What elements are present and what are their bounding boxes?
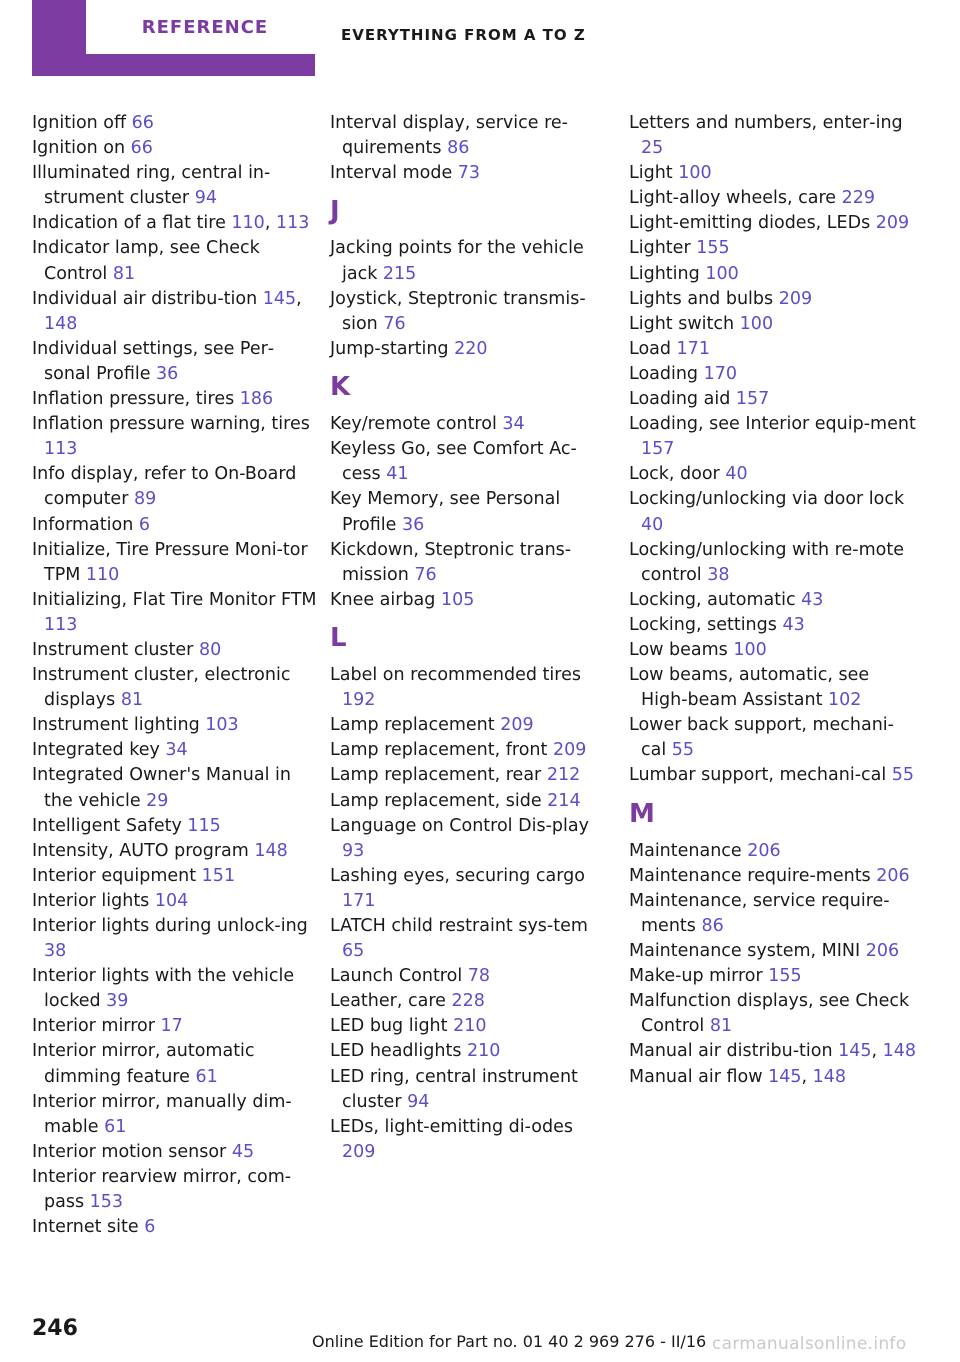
page-reference-link[interactable]: 192 xyxy=(342,690,376,711)
index-entry-term: Intelligent Safety xyxy=(32,815,188,836)
index-entry xyxy=(32,839,317,864)
index-entry-term: Initializing, Flat Tire Monitor FTM xyxy=(32,589,317,610)
page-reference-link[interactable]: 29 xyxy=(146,790,169,811)
index-entry-term: Make-up mirror xyxy=(629,966,769,987)
index-entry xyxy=(629,638,919,663)
index-entry-term: Inflation pressure warning, tires xyxy=(32,414,310,435)
index-entry xyxy=(629,964,919,989)
page-reference-link[interactable]: 43 xyxy=(801,589,824,610)
page-reference-link[interactable]: 155 xyxy=(696,238,730,259)
index-entry-term: Indication of a flat tire xyxy=(32,213,232,234)
page-reference-link[interactable]: 43 xyxy=(782,614,805,635)
index-entry-term: Light switch xyxy=(629,313,740,334)
page-reference-link[interactable]: 6 xyxy=(138,514,151,535)
index-entry-term: Interior mirror xyxy=(32,1016,161,1037)
page-reference-link[interactable]: 209 xyxy=(552,740,587,761)
index-entry xyxy=(32,136,317,161)
index-entry xyxy=(629,989,919,1039)
index-entry-term: Lamp replacement xyxy=(330,715,501,736)
page-reference-link[interactable]: 100 xyxy=(739,313,774,334)
index-entry xyxy=(629,362,919,387)
index-entry-term: Interior lights during unlock‐ing xyxy=(32,916,308,936)
page-reference-link[interactable]: 86 xyxy=(701,916,724,936)
page-reference-link[interactable]: 113 xyxy=(44,614,78,635)
page-reference-link[interactable]: 210 xyxy=(453,1016,487,1037)
index-entry: Individual air distribu‐tion 145, 148 xyxy=(32,288,302,334)
index-entry-term: LED headlights xyxy=(330,1041,468,1062)
index-column-3 xyxy=(629,111,919,1090)
page-reference-link[interactable]: 78 xyxy=(467,966,491,987)
index-entry xyxy=(32,236,317,286)
index-entry xyxy=(32,1090,317,1140)
index-entry-term: Key/remote control xyxy=(330,414,503,435)
page-reference-link[interactable]: 81 xyxy=(709,1016,733,1037)
page-reference-link[interactable]: 209 xyxy=(500,715,534,736)
index-entry xyxy=(629,412,919,462)
index-entry-term: Initialize, Tire Pressure Moni‐tor TPM xyxy=(32,539,308,585)
index-entry xyxy=(330,588,600,613)
index-entry xyxy=(32,864,317,889)
page-reference-link[interactable]: 228 xyxy=(451,991,485,1012)
page-reference-link[interactable]: 55 xyxy=(671,740,695,761)
index-letter-heading: J xyxy=(330,196,340,227)
index-entry-term: Locking/unlocking with re‐mote control xyxy=(629,539,904,585)
index-entry xyxy=(330,1014,600,1039)
index-letter-heading: L xyxy=(330,622,347,653)
index-entry-term: Interior equipment xyxy=(32,865,202,886)
index-entry: Manual air distribu‐tion 145, 148 xyxy=(629,1041,917,1062)
edition-footer: Online Edition for Part no. 01 40 2 969 276 - II/16 xyxy=(312,1332,707,1351)
watermark-text: carmanualsonline.info xyxy=(712,1334,907,1354)
section-tab-label: REFERENCE xyxy=(141,16,269,38)
index-entry xyxy=(330,437,600,487)
index-entry xyxy=(629,186,919,211)
index-entry-term: Indicator lamp, see Check Control xyxy=(32,238,260,284)
index-entry xyxy=(32,412,317,462)
index-entry xyxy=(330,1115,600,1165)
index-entry-term: Loading, see Interior equip‐ment xyxy=(629,414,916,435)
index-entry xyxy=(32,1140,317,1165)
index-entry-term: Manual air flow xyxy=(629,1066,769,1087)
index-entry-term: Maintenance, service require‐ments xyxy=(629,890,890,936)
index-entry xyxy=(629,663,919,713)
index-entry xyxy=(32,738,317,763)
index-entry-term: Lighting xyxy=(629,263,706,284)
index-entry xyxy=(330,412,600,437)
index-entry xyxy=(629,111,919,161)
index-entry-term: Integrated Owner's Manual in the vehicle xyxy=(32,765,291,811)
index-entry-term: Kickdown, Steptronic trans‐mission xyxy=(330,539,572,585)
page-reference-link[interactable]: 171 xyxy=(676,338,710,359)
index-entry-term: Locking, settings xyxy=(629,614,783,635)
page-reference-link[interactable]: 157 xyxy=(735,389,770,410)
page-reference-link[interactable]: 229 xyxy=(841,188,875,209)
index-entry-term: Intensity, AUTO program xyxy=(32,840,255,861)
page-reference-link[interactable]: 36 xyxy=(156,363,179,384)
index-entry-term: Low beams, automatic, see High-beam Assistant xyxy=(629,665,870,711)
page-reference-link[interactable]: 148 xyxy=(254,840,288,861)
page-reference-link[interactable]: 110 xyxy=(85,564,120,585)
page-reference-link[interactable]: 145 xyxy=(768,1066,802,1087)
page-reference-link[interactable]: 100 xyxy=(705,263,739,284)
page-reference-link[interactable]: 94 xyxy=(407,1091,430,1112)
index-entry-term: Letters and numbers, enter‐ing xyxy=(629,113,903,133)
index-entry: Indication of a flat tire 110, 113 xyxy=(32,213,310,234)
index-entry xyxy=(32,914,317,964)
index-entry xyxy=(330,814,600,864)
index-entry-term: Lock, door xyxy=(629,464,726,485)
index-entry xyxy=(629,312,919,337)
index-entry xyxy=(32,1215,317,1240)
index-entry xyxy=(629,236,919,261)
index-entry-term: Inflation pressure, tires xyxy=(32,389,240,410)
index-entry-term: Individual settings, see Per‐sonal Profile xyxy=(32,338,275,384)
page-reference-link[interactable]: 40 xyxy=(641,514,664,535)
index-entry xyxy=(330,1039,600,1064)
index-column-2 xyxy=(330,111,600,1165)
index-entry-term: LED ring, central instrument cluster xyxy=(330,1066,578,1112)
index-entry xyxy=(330,964,600,989)
index-entry-term: Lumbar support, mechani‐cal xyxy=(629,765,892,786)
index-entry xyxy=(330,337,600,362)
index-entry-term: Interior rearview mirror, com‐pass xyxy=(32,1166,292,1213)
index-entry-term: Light-alloy wheels, care xyxy=(629,188,842,209)
index-entry xyxy=(629,763,919,788)
index-entry-term: Lights and bulbs xyxy=(629,288,779,309)
index-entry xyxy=(330,989,600,1014)
page-reference-link[interactable]: 103 xyxy=(205,715,239,736)
index-entry-term: Individual air distribu‐tion xyxy=(32,288,263,309)
index-entry-term: Interval display, service re‐quirements xyxy=(330,113,568,159)
index-entry-term: Low beams xyxy=(629,639,734,660)
index-entry-term: Lamp replacement, rear xyxy=(330,765,547,786)
page-reference-link[interactable]: 34 xyxy=(165,740,188,761)
index-entry-term: Jump-starting xyxy=(330,338,455,359)
index-entry-term: Jacking points for the vehicle jack xyxy=(330,238,584,284)
index-entry-term: Lashing eyes, securing cargo xyxy=(330,865,585,886)
index-entry-term: Lamp replacement, side xyxy=(330,790,548,811)
index-entry-term: LED bug light xyxy=(330,1016,454,1037)
page-reference-link[interactable]: 153 xyxy=(89,1192,124,1213)
page-reference-link[interactable]: 61 xyxy=(104,1116,127,1137)
index-entry xyxy=(629,713,919,763)
index-entry-term: Lamp replacement, front xyxy=(330,740,553,761)
index-entry xyxy=(32,763,317,813)
index-entry xyxy=(32,713,317,738)
page-reference-link[interactable]: 148 xyxy=(812,1066,847,1087)
page-reference-link[interactable]: 113 xyxy=(44,439,78,460)
index-letter-heading: M xyxy=(629,798,655,829)
index-entry xyxy=(32,111,317,136)
index-entry xyxy=(629,462,919,487)
index-entry xyxy=(629,613,919,638)
index-entry xyxy=(32,1165,317,1215)
page-reference-link[interactable]: 145 xyxy=(838,1041,872,1062)
page-reference-link[interactable]: 73 xyxy=(457,163,481,184)
page-reference-link[interactable]: 104 xyxy=(154,890,189,911)
page-reference-link[interactable]: 81 xyxy=(120,690,144,711)
index-entry-term: Interior lights xyxy=(32,890,155,911)
page-reference-link[interactable]: 215 xyxy=(382,263,417,284)
page-reference-link[interactable]: 41 xyxy=(386,464,409,485)
index-entry xyxy=(629,939,919,964)
page-reference-link[interactable]: 66 xyxy=(130,138,153,159)
index-entry xyxy=(330,763,600,788)
chapter-title: EVERYTHING FROM A TO Z xyxy=(341,26,586,44)
index-entry-term: Label on recommended tires xyxy=(330,665,581,686)
page-reference-link[interactable]: 220 xyxy=(454,338,488,359)
page-reference-link[interactable]: 209 xyxy=(875,213,910,234)
index-entry-term: Locking, automatic xyxy=(629,589,802,610)
page-reference-link[interactable]: 6 xyxy=(144,1217,156,1238)
index-entry-term: Light xyxy=(629,163,679,184)
index-entry-term: Language on Control Dis‐play xyxy=(330,815,589,836)
index-entry xyxy=(32,1014,317,1039)
page-reference-link[interactable]: 209 xyxy=(342,1141,376,1162)
page-reference-link[interactable]: 93 xyxy=(342,840,365,861)
index-entry xyxy=(330,713,600,738)
index-entry-term: LEDs, light-emitting di‐odes xyxy=(330,1116,573,1137)
index-entry-term: Locking/unlocking via door lock xyxy=(629,489,905,510)
page-reference-link[interactable]: 100 xyxy=(678,163,712,184)
page-reference-link[interactable]: 210 xyxy=(467,1041,501,1062)
index-entry-term: Ignition off xyxy=(32,113,132,133)
section-tab-inner xyxy=(86,0,324,54)
page-reference-link[interactable]: 76 xyxy=(414,564,437,585)
index-entry-term: Internet site xyxy=(32,1217,145,1238)
index-entry-term: Light-emitting diodes, LEDs xyxy=(629,213,876,234)
index-entry-term: Information xyxy=(32,514,139,535)
index-entry-term: Malfunction displays, see Check Control xyxy=(629,991,910,1037)
page-reference-link[interactable]: 80 xyxy=(198,639,222,660)
page-reference-link[interactable]: 209 xyxy=(778,288,813,309)
page-reference-link[interactable]: 38 xyxy=(707,564,730,585)
index-entry xyxy=(629,538,919,588)
index-entry-term: Interior lights with the vehicle locked xyxy=(32,966,295,1012)
index-entry-term: Instrument lighting xyxy=(32,715,206,736)
index-entry-term: Instrument cluster xyxy=(32,639,199,660)
index-entry xyxy=(629,211,919,236)
page-reference-link[interactable]: 76 xyxy=(383,313,406,334)
index-entry-term: Lower back support, mechani‐cal xyxy=(629,715,894,761)
index-entry-term: Integrated key xyxy=(32,740,166,761)
index-entry xyxy=(32,814,317,839)
page-reference-link[interactable]: 100 xyxy=(733,639,767,660)
index-entry xyxy=(32,387,317,412)
page-reference-link[interactable]: 25 xyxy=(641,138,664,159)
page-reference-link[interactable]: 102 xyxy=(828,690,862,711)
index-entry xyxy=(330,287,600,337)
index-entry xyxy=(330,914,600,964)
index-entry-term: Knee airbag xyxy=(330,589,441,610)
index-entry xyxy=(629,262,919,287)
index-entry xyxy=(629,487,919,537)
page-reference-link[interactable]: 45 xyxy=(231,1141,255,1162)
index-entry xyxy=(629,161,919,186)
index-entry xyxy=(330,789,600,814)
page-reference-link[interactable]: 171 xyxy=(342,890,376,911)
index-entry xyxy=(629,864,919,889)
page-reference-link[interactable]: 186 xyxy=(239,389,274,410)
page-reference-link[interactable]: 206 xyxy=(876,865,910,886)
page-reference-link[interactable]: 157 xyxy=(641,439,675,460)
index-entry-term: Key Memory, see Personal Profile xyxy=(330,489,561,535)
index-entry xyxy=(32,538,317,588)
index-entry xyxy=(629,337,919,362)
index-column-1 xyxy=(32,111,317,1240)
page-number: 246 xyxy=(32,1316,78,1341)
index-entry-term: Maintenance system, MINI xyxy=(629,941,866,962)
index-entry-term: Leather, care xyxy=(330,991,452,1012)
page-reference-link[interactable]: 110 xyxy=(231,213,265,234)
index-entry xyxy=(32,462,317,512)
page-reference-link[interactable]: 170 xyxy=(703,363,738,384)
page-reference-link[interactable]: 40 xyxy=(725,464,748,485)
index-entry xyxy=(32,1039,317,1089)
index-entry-term: Interior motion sensor xyxy=(32,1141,232,1162)
index-entry-term: Maintenance require‐ments xyxy=(629,865,877,886)
index-entry xyxy=(330,538,600,588)
index-letter-heading: K xyxy=(330,371,351,402)
index-entry-term: Instrument cluster, electronic displays xyxy=(32,665,291,711)
page-reference-link[interactable]: 89 xyxy=(133,489,157,510)
index-entry-term: Joystick, Steptronic transmis‐sion xyxy=(330,288,586,334)
page-reference-link[interactable]: 61 xyxy=(195,1066,218,1087)
page-reference-link[interactable]: 86 xyxy=(447,138,470,159)
index-entry xyxy=(32,161,317,211)
page-reference-link[interactable]: 145 xyxy=(262,288,297,309)
page-reference-link[interactable]: 115 xyxy=(187,815,221,836)
index-entry-term: Interior mirror, manually dim‐mable xyxy=(32,1091,292,1137)
index-entry xyxy=(32,663,317,713)
index-entry-term: Info display, refer to On-Board computer xyxy=(32,464,297,510)
index-entry-term: Launch Control xyxy=(330,966,468,987)
index-entry: Manual air flow 145, 148 xyxy=(629,1066,847,1087)
page-reference-link[interactable]: 206 xyxy=(747,840,781,861)
page-reference-link[interactable]: 155 xyxy=(768,966,802,987)
page-reference-link[interactable]: 81 xyxy=(112,263,136,284)
section-tab xyxy=(32,0,315,76)
page-reference-link[interactable]: 214 xyxy=(547,790,581,811)
index-entry xyxy=(32,513,317,538)
index-entry-term: Maintenance xyxy=(629,840,748,861)
index-entry-term: LATCH child restraint sys‐tem xyxy=(330,916,588,936)
page-reference-link[interactable]: 212 xyxy=(546,765,581,786)
index-entry-term: Manual air distribu‐tion xyxy=(629,1041,839,1062)
index-entry xyxy=(629,839,919,864)
page-reference-link[interactable]: 105 xyxy=(440,589,475,610)
index-entry xyxy=(330,487,600,537)
index-entry-term: Keyless Go, see Comfort Ac‐cess xyxy=(330,439,577,485)
index-entry-term: Ignition on xyxy=(32,138,131,159)
index-entry-term: Loading xyxy=(629,363,704,384)
index-entry-term: Illuminated ring, central in‐strument cluster xyxy=(32,163,271,209)
index-entry-term: Interval mode xyxy=(330,163,458,184)
index-entry xyxy=(32,964,317,1014)
index-entry-term: Lighter xyxy=(629,238,697,259)
index-entry xyxy=(330,738,600,763)
index-entry xyxy=(330,161,600,186)
index-entry xyxy=(32,588,317,638)
index-entry xyxy=(330,111,600,161)
index-entry xyxy=(629,588,919,613)
page-reference-link[interactable]: 55 xyxy=(891,765,915,786)
index-entry xyxy=(32,889,317,914)
index-entry-term: Interior mirror, automatic dimming feature xyxy=(32,1041,255,1087)
index-entry xyxy=(629,889,919,939)
index-entry xyxy=(330,1065,600,1115)
index-entry xyxy=(330,663,600,713)
index-entry xyxy=(330,236,600,286)
page-reference-link[interactable]: 148 xyxy=(44,313,78,334)
page-reference-link[interactable]: 17 xyxy=(160,1016,183,1037)
page-reference-link[interactable]: 206 xyxy=(865,941,900,962)
page-reference-link[interactable]: 36 xyxy=(401,514,425,535)
index-entry xyxy=(629,387,919,412)
index-entry xyxy=(629,287,919,312)
index-entry-term: Load xyxy=(629,338,677,359)
page-reference-link[interactable]: 65 xyxy=(342,941,365,962)
page-reference-link[interactable]: 34 xyxy=(502,414,525,435)
index-entry xyxy=(32,638,317,663)
page-reference-link[interactable]: 66 xyxy=(131,113,154,133)
page-reference-link[interactable]: 148 xyxy=(882,1041,917,1062)
page-reference-link[interactable]: 38 xyxy=(44,941,67,962)
page-reference-link[interactable]: 94 xyxy=(194,188,217,209)
index-entry-term: Loading aid xyxy=(629,389,736,410)
index-entry xyxy=(32,337,317,387)
index-entry xyxy=(330,864,600,914)
page-reference-link[interactable]: 113 xyxy=(275,213,310,234)
page-reference-link[interactable]: 151 xyxy=(201,865,236,886)
page-reference-link[interactable]: 39 xyxy=(106,991,129,1012)
